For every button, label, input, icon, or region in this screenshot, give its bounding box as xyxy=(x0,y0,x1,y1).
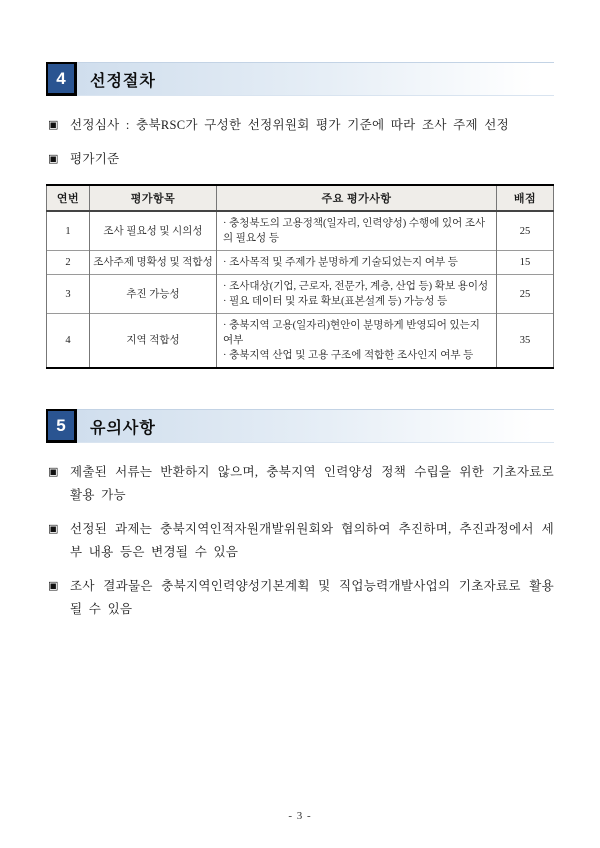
cell-item: 추진 가능성 xyxy=(90,275,217,314)
table-row xyxy=(47,314,554,369)
bullet-item xyxy=(48,575,554,621)
detail-line: · 조사대상(기업, 근로자, 전문가, 계층, 산업 등) 확보 용이성 xyxy=(223,281,489,292)
page-number: - 3 - xyxy=(288,810,312,822)
column-header-item: 평가항목 xyxy=(90,185,217,211)
section-title: 유의사항 xyxy=(90,419,156,437)
cell-points: 35 xyxy=(497,314,554,369)
section-number-box: 5 xyxy=(46,409,77,443)
bullet-item xyxy=(48,148,554,171)
column-header-details: 주요 평가사항 xyxy=(217,185,497,211)
square-bullet-icon: ▣ xyxy=(48,153,59,165)
section-title: 선정절차 xyxy=(90,72,156,90)
cell-points: 25 xyxy=(497,275,554,314)
cell-no: 2 xyxy=(47,251,90,275)
cell-details xyxy=(217,251,497,275)
bullet-text: 선정심사 : 충북RSC가 구성한 선정위원회 평가 기준에 따라 조사 주제 선정 xyxy=(70,118,510,132)
section-precautions xyxy=(46,409,554,621)
bullet-text: 선정된 과제는 충북지역인적자원개발위원회와 협의하여 추진하며, 추진과정에서 세부 내용 등은 변경될 수 있음 xyxy=(70,522,554,559)
cell-details xyxy=(217,275,497,314)
square-bullet-icon: ▣ xyxy=(48,119,59,131)
evaluation-criteria-table xyxy=(46,184,554,369)
cell-item: 지역 적합성 xyxy=(90,314,217,369)
cell-details xyxy=(217,211,497,251)
cell-points: 15 xyxy=(497,251,554,275)
bullet-text: 조사 결과물은 충북지역인력양성기본계획 및 직업능력개발사업의 기초자료로 활용 될 수 있음 xyxy=(70,579,554,616)
cell-no: 4 xyxy=(47,314,90,369)
table-row xyxy=(47,251,554,275)
table-row xyxy=(47,275,554,314)
detail-line: · 필요 데이터 및 자료 확보(표본설계 등) 가능성 등 xyxy=(223,296,448,307)
bullet-text: 평가기준 xyxy=(70,152,120,166)
section-spacer xyxy=(46,369,554,409)
column-header-points: 배점 xyxy=(497,185,554,211)
cell-details xyxy=(217,314,497,369)
table-row xyxy=(47,211,554,251)
section-number-box: 4 xyxy=(46,62,77,96)
square-bullet-icon: ▣ xyxy=(48,523,59,535)
detail-line: · 조사목적 및 주제가 분명하게 기술되었는지 여부 등 xyxy=(223,257,458,268)
detail-line: · 충청북도의 고용정책(일자리, 인력양성) 수행에 있어 조사의 필요성 등 xyxy=(223,218,486,244)
cell-no: 1 xyxy=(47,211,90,251)
section-header xyxy=(46,409,554,443)
table-header-row xyxy=(47,185,554,211)
cell-no: 3 xyxy=(47,275,90,314)
cell-item: 조사 필요성 및 시의성 xyxy=(90,211,217,251)
bullet-item xyxy=(48,461,554,507)
cell-item: 조사주제 명확성 및 적합성 xyxy=(90,251,217,275)
bullet-item xyxy=(48,114,554,137)
section-header xyxy=(46,62,554,96)
square-bullet-icon: ▣ xyxy=(48,580,59,592)
detail-line: · 충북지역 산업 및 고용 구조에 적합한 조사인지 여부 등 xyxy=(223,350,474,361)
square-bullet-icon: ▣ xyxy=(48,466,59,478)
section-selection-procedure xyxy=(46,62,554,369)
bullet-text: 제출된 서류는 반환하지 않으며, 충북지역 인력양성 정책 수립을 위한 기초자료로 활용 가능 xyxy=(70,465,554,502)
detail-line: · 충북지역 고용(일자리)현안이 분명하게 반영되어 있는지 여부 xyxy=(223,320,480,346)
cell-points: 25 xyxy=(497,211,554,251)
column-header-no: 연번 xyxy=(47,185,90,211)
bullet-item xyxy=(48,518,554,564)
